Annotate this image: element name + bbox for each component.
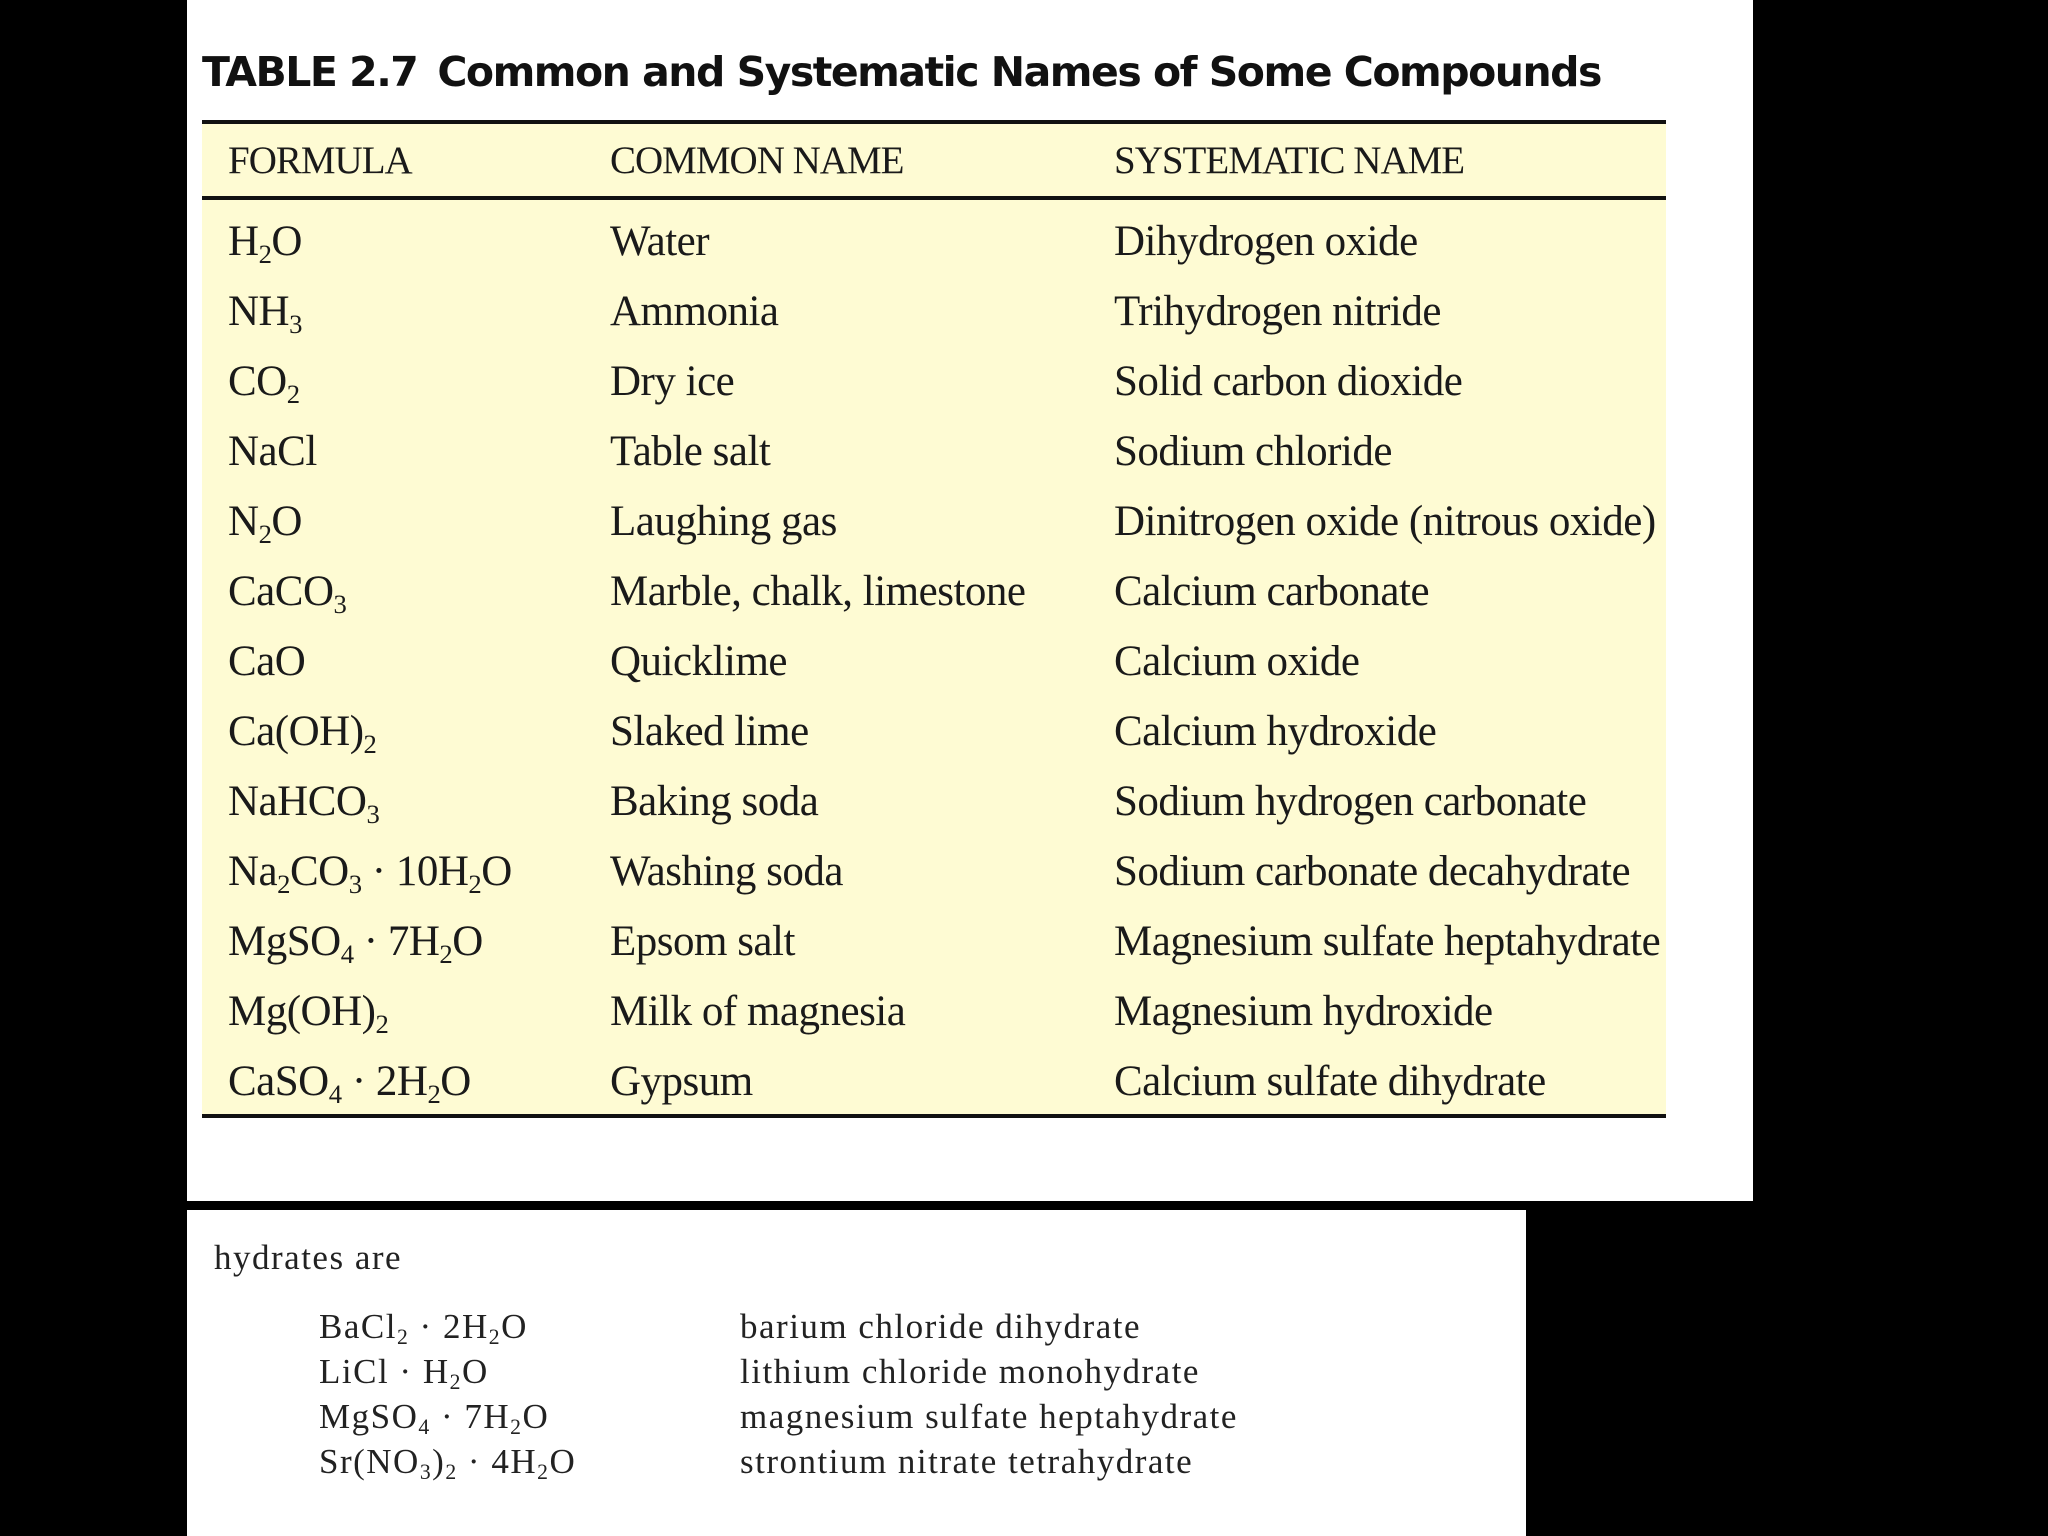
formula-text: H [228, 217, 259, 265]
header-common-name: COMMON NAME [610, 124, 1114, 198]
formula-text: · 2H [341, 1057, 428, 1105]
table-row [202, 346, 1666, 416]
table-caption: Common and Systematic Names of Some Compounds [437, 48, 1601, 96]
common-name-cell: Ammonia [610, 287, 779, 335]
formula-text: NaHCO [228, 777, 367, 825]
formula-cell [202, 486, 610, 556]
formula-subscript: 3 [289, 308, 302, 339]
common-name-cell: Milk of magnesia [610, 987, 906, 1035]
formula-text: O [522, 1396, 550, 1436]
table-row [202, 766, 1666, 836]
systematic-name-cell: Sodium chloride [1114, 427, 1392, 475]
systematic-name-cell: Calcium sulfate dihydrate [1114, 1057, 1546, 1105]
formula-subscript: 2 [375, 1008, 389, 1039]
formula-subscript: 2 [445, 1459, 458, 1484]
table-row [202, 276, 1666, 346]
common-name-cell: Quicklime [610, 637, 788, 685]
common-name-cell: Gypsum [610, 1057, 753, 1105]
table-panel [187, 0, 1753, 1201]
hydrate-item [319, 1304, 1238, 1349]
formula-text: CaO [228, 637, 306, 685]
formula-subscript: 2 [277, 868, 290, 899]
formula-text: Na [228, 847, 278, 895]
formula-text: · 7H [353, 917, 440, 965]
table-row [202, 198, 1666, 276]
hydrate-item [319, 1394, 1238, 1439]
formula-text: MgSO [319, 1396, 419, 1436]
table-row [202, 556, 1666, 626]
formula-text: O [501, 1306, 528, 1346]
systematic-name-cell: Magnesium hydroxide [1114, 987, 1493, 1035]
formula-subscript: 2 [286, 378, 300, 409]
formula-cell [202, 696, 610, 766]
formula-text: O [481, 847, 512, 895]
table-title [202, 48, 1601, 96]
compound-names-table [202, 120, 1666, 1118]
formula-text: O [452, 917, 483, 965]
formula-cell [202, 276, 610, 346]
table-row [202, 696, 1666, 766]
hydrate-formula [319, 1352, 740, 1392]
table-number: TABLE 2.7 [202, 48, 418, 96]
systematic-name-cell: Calcium hydroxide [1114, 707, 1437, 755]
hydrate-formula [319, 1397, 740, 1437]
formula-subscript: 2 [488, 1324, 502, 1349]
formula-cell [202, 626, 610, 696]
formula-subscript: 2 [427, 1078, 441, 1109]
formula-subscript: 3 [348, 868, 362, 899]
formula-text: Mg(OH) [228, 987, 376, 1035]
formula-subscript: 4 [418, 1414, 431, 1439]
formula-cell [202, 766, 610, 836]
formula-subscript: 2 [363, 728, 377, 759]
formula-cell [202, 836, 610, 906]
formula-text: O [271, 217, 302, 265]
formula-text: · 2H [409, 1306, 489, 1346]
formula-text: O [271, 497, 302, 545]
hydrate-item [319, 1439, 1238, 1484]
formula-text: Ca(OH) [228, 707, 364, 755]
formula-subscript: 4 [340, 938, 354, 969]
common-name-cell: Water [610, 217, 710, 265]
systematic-name-cell: Trihydrogen nitride [1114, 287, 1441, 335]
formula-text: · 4H [457, 1441, 538, 1481]
common-name-cell: Washing soda [610, 847, 843, 895]
common-name-cell: Slaked lime [610, 707, 809, 755]
formula-text: MgSO [228, 917, 341, 965]
formula-text: O [549, 1441, 577, 1481]
systematic-name-cell: Sodium hydrogen carbonate [1114, 777, 1587, 825]
table-header-row [202, 124, 1666, 198]
formula-text: N [228, 497, 259, 545]
table-row [202, 486, 1666, 556]
formula-text: O [461, 1351, 489, 1391]
hydrate-item [319, 1349, 1238, 1394]
table-body [202, 198, 1666, 1116]
common-name-cell: Baking soda [610, 777, 819, 825]
formula-text: CaSO [228, 1057, 329, 1105]
formula-subscript: 3 [366, 798, 380, 829]
header-formula: FORMULA [202, 124, 610, 198]
systematic-name-cell: Magnesium sulfate heptahydrate [1114, 917, 1661, 965]
common-name-cell: Laughing gas [610, 497, 837, 545]
header-systematic-name: SYSTEMATIC NAME [1114, 124, 1666, 198]
hydrate-formula [319, 1442, 740, 1482]
systematic-name-cell: Dihydrogen oxide [1114, 217, 1418, 265]
formula-cell [202, 556, 610, 626]
formula-subscript: 2 [258, 238, 272, 269]
systematic-name-cell: Dinitrogen oxide (nitrous oxide) [1114, 497, 1656, 545]
formula-text: Sr(NO [319, 1441, 420, 1481]
formula-text: · 10H [361, 847, 469, 895]
table-row [202, 906, 1666, 976]
common-name-cell: Dry ice [610, 357, 735, 405]
formula-cell [202, 416, 610, 486]
formula-cell [202, 906, 610, 976]
formula-text: O [440, 1057, 471, 1105]
hydrate-name: lithium chloride monohydrate [740, 1351, 1200, 1391]
hydrate-name: magnesium sulfate heptahydrate [740, 1396, 1238, 1436]
formula-text: CO [228, 357, 287, 405]
table-row [202, 416, 1666, 486]
formula-cell [202, 976, 610, 1046]
formula-text: CO [289, 847, 349, 895]
systematic-name-cell: Calcium carbonate [1114, 567, 1430, 615]
formula-cell [202, 1046, 610, 1116]
formula-subscript: 3 [419, 1459, 433, 1484]
formula-subscript: 2 [468, 868, 482, 899]
hydrates-intro: hydrates are [214, 1238, 403, 1277]
formula-text: NaCl [228, 427, 317, 475]
table-row [202, 626, 1666, 696]
hydrate-formula [319, 1307, 740, 1347]
formula-subscript: 2 [439, 938, 453, 969]
formula-subscript: 2 [258, 518, 272, 549]
table-row [202, 836, 1666, 906]
formula-subscript: 2 [510, 1414, 523, 1439]
formula-text: BaCl [319, 1306, 397, 1346]
hydrate-name: strontium nitrate tetrahydrate [740, 1441, 1194, 1481]
table-row [202, 1046, 1666, 1116]
systematic-name-cell: Solid carbon dioxide [1114, 357, 1463, 405]
formula-text: ) [432, 1441, 446, 1481]
systematic-name-cell: Sodium carbonate decahydrate [1114, 847, 1631, 895]
common-name-cell: Table salt [610, 427, 771, 475]
formula-cell [202, 346, 610, 416]
formula-subscript: 4 [328, 1078, 342, 1109]
formula-text: NH [228, 287, 290, 335]
formula-text: CaCO [228, 567, 334, 615]
formula-text: LiCl · H [319, 1351, 450, 1391]
common-name-cell: Marble, chalk, limestone [610, 567, 1026, 615]
common-name-cell: Epsom salt [610, 917, 795, 965]
formula-subscript: 2 [396, 1324, 410, 1349]
table-row [202, 976, 1666, 1046]
formula-cell [202, 198, 610, 276]
formula-subscript: 2 [449, 1369, 462, 1394]
hydrate-name: barium chloride dihydrate [740, 1306, 1141, 1346]
hydrates-list [319, 1304, 1238, 1484]
hydrates-panel [187, 1210, 1526, 1536]
formula-subscript: 3 [333, 588, 347, 619]
formula-subscript: 2 [537, 1459, 550, 1484]
formula-text: · 7H [430, 1396, 511, 1436]
systematic-name-cell: Calcium oxide [1114, 637, 1360, 685]
